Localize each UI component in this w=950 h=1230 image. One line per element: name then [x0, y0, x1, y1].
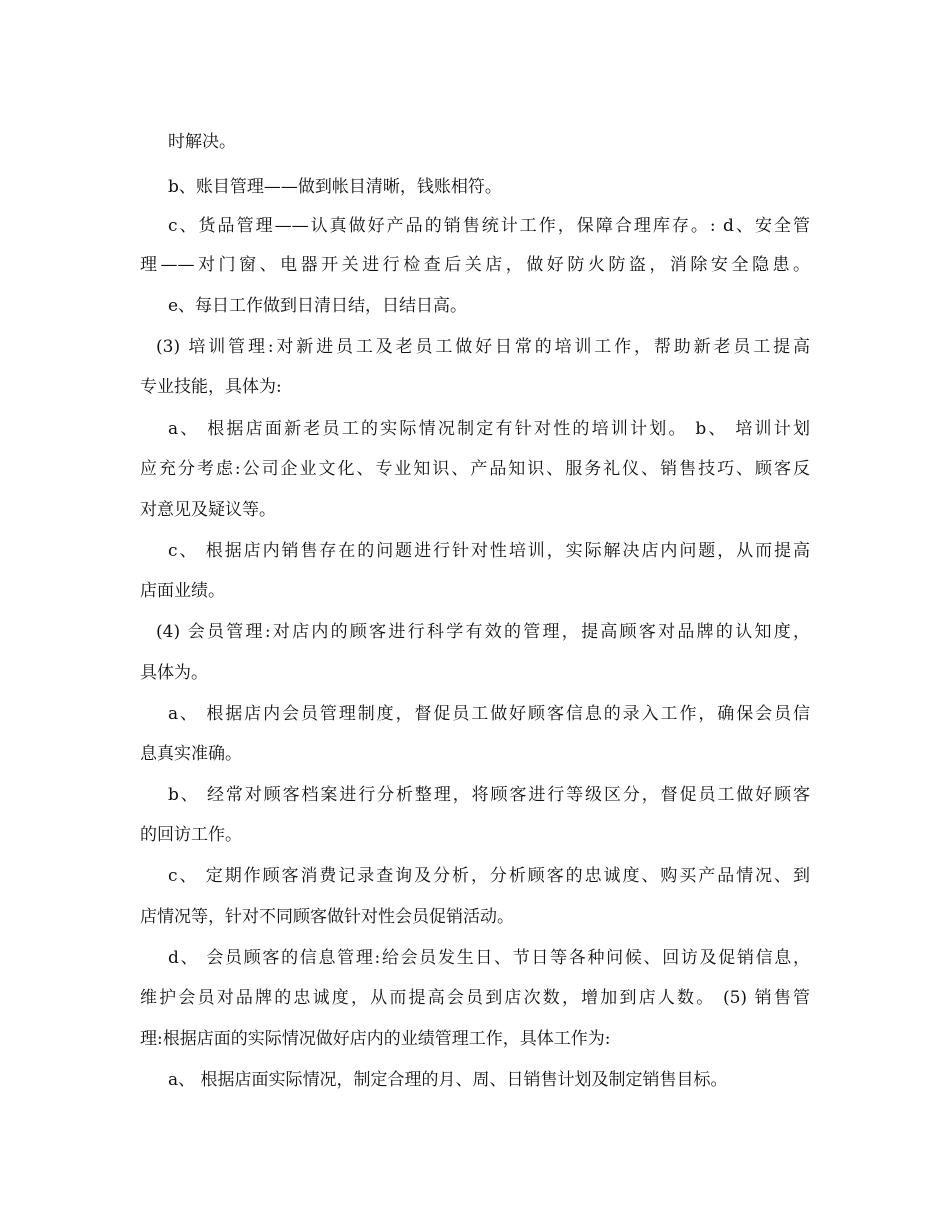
text-line: 专业技能，具体为: — [140, 377, 282, 397]
text-line: 息真实准确。 — [140, 744, 242, 764]
text-line: b、 经常对顾客档案进行分析整理，将顾客进行等级区分，督促员工做好顾客 — [168, 785, 810, 805]
text-line: 时解决。 — [168, 132, 236, 152]
text-line: b、账目管理——做到帐目清晰，钱账相符。 — [168, 177, 502, 197]
text-line: e、每日工作做到日清日结，日结日高。 — [168, 296, 468, 316]
text-line: c、 定期作顾客消费记录查询及分析，分析顾客的忠诚度、购买产品情况、到 — [168, 866, 810, 886]
text-line: 的回访工作。 — [140, 825, 242, 845]
text-line: 店面业绩。 — [140, 581, 225, 601]
text-line: 理:根据店面的实际情况做好店内的业绩管理工作，具体工作为: — [140, 1029, 611, 1049]
text-line: a、 根据店内会员管理制度，督促员工做好顾客信息的录入工作，确保会员信 — [168, 704, 810, 724]
text-line: a、 根据店面实际情况，制定合理的月、周、日销售计划及制定销售目标。 — [168, 1070, 728, 1090]
text-line: 具体为。 — [140, 663, 208, 683]
text-line: 维护会员对品牌的忠诚度，从而提高会员到店次数，增加到店人数。 (5) 销售管 — [140, 988, 810, 1008]
text-line: 理——对门窗、电器开关进行检查后关店，做好防火防盗，消除安全隐患。 — [140, 255, 810, 275]
text-line: a、 根据店面新老员工的实际情况制定有针对性的培训计划。 b、 培训计划 — [168, 419, 810, 439]
text-line: c、货品管理——认真做好产品的销售统计工作，保障合理库存。: d、安全管 — [168, 216, 810, 236]
text-line: 店情况等，针对不同顾客做针对性会员促销活动。 — [140, 907, 514, 927]
text-line: d、 会员顾客的信息管理:给会员发生日、节日等各种问候、回访及促销信息， — [168, 948, 810, 968]
text-line: c、 根据店内销售存在的问题进行针对性培训，实际解决店内问题，从而提高 — [168, 541, 810, 561]
text-line: 应充分考虑:公司企业文化、专业知识、产品知识、服务礼仪、销售技巧、顾客反 — [140, 459, 810, 479]
text-line: 对意见及疑议等。 — [140, 500, 276, 520]
text-line: (3) 培训管理:对新进员工及老员工做好日常的培训工作，帮助新老员工提高 — [156, 337, 810, 357]
text-line: (4) 会员管理:对店内的顾客进行科学有效的管理，提高顾客对品牌的认知度， — [156, 622, 810, 642]
